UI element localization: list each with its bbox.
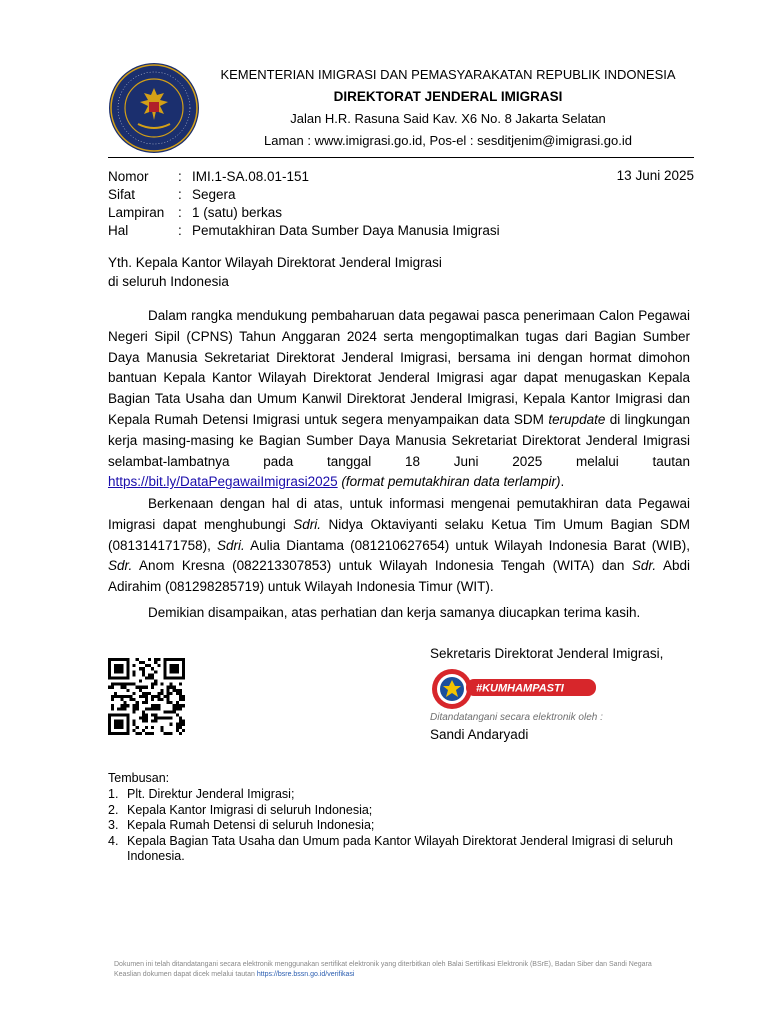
cc-list — [108, 787, 698, 865]
signed-electronically-note: Ditandatangani secara elektronik oleh : — [430, 712, 603, 723]
footer-line2 — [114, 970, 694, 980]
cc-number: 2. — [108, 802, 119, 817]
cc-number: 3. — [108, 818, 119, 832]
meta-label: Hal — [108, 223, 129, 238]
e-signature-badge — [430, 668, 600, 710]
cc-number: 4. — [108, 833, 119, 848]
p1-text: Dalam rangka mendukung pembaharuan data pegawai pasca penerimaan Calon Pegawai Negeri Sipil (CPNS) Tahun Anggaran 2024 serta mengoptimalkan tugas dari Bagian Sumber Daya Manusia Sekretariat Direktorat Jenderal Imigrasi, bersama ini dengan hormat dimohon bantuan Kepala Kantor Wilayah Direktorat Jenderal Imigrasi agar dapat menugaskan Kepala Bagian Tata Usaha dan Umum Kanwil Direktorat Jenderal Imigrasi, Kepala Kantor Imigrasi dan Kepala Rumah Detensi Imigrasi untuk segera menyampaikan data SDM — [108, 308, 690, 427]
meta-colon: : — [178, 205, 182, 220]
cc-text: Kepala Bagian Tata Usaha dan Umum pada Kantor Wilayah Direktorat Jenderal Imigrasi di seluruh Indonesia. — [127, 833, 673, 863]
p2-text: Berkenaan dengan hal di atas, untuk informasi mengenai pemutakhiran data Pegawai Imigrasi dapat menghubungi — [108, 496, 690, 532]
cc-text: Kepala Kantor Imigrasi di seluruh Indonesia; — [127, 802, 373, 817]
bsre-verification-link[interactable]: https://bsre.bssn.go.id/verifikasi — [256, 971, 355, 978]
p2-text-cont: Aulia Diantama (081210627654) untuk Wilayah Indonesia Barat (WIB), — [244, 537, 690, 553]
p2-honorific: Sdr. — [108, 558, 133, 574]
p1-text-cont: di lingkungan kerja masing-masing ke Bagian Sumber Daya Manusia Sekretariat Direktorat Jenderal Imigrasi selambat-lambatnya pada tanggal 18 Juni 2025 melalui tautan — [108, 411, 690, 469]
list-item — [108, 803, 698, 819]
p1-italic: terupdate — [548, 411, 606, 427]
list-item — [108, 818, 698, 834]
data-form-link[interactable]: https://bit.ly/DataPegawaiImigrasi2025 — [108, 474, 338, 490]
list-item — [108, 834, 698, 865]
footer-line1: Dokumen ini telah ditandatangani secara elektronik menggunakan sertifikat elektronik yang diterbitkan oleh Balai Sertifikasi Elektronik (BSrE), Badan Siber dan Sandi Negara — [114, 961, 652, 968]
bsre-footer-note — [114, 960, 694, 980]
ministry-seal-logo — [108, 62, 200, 154]
p2-honorific: Sdr. — [631, 558, 657, 574]
p2-text-cont: Nidya Oktaviyanti selaku Ketua Tim Umum Bagian SDM (081314171758), — [108, 516, 690, 553]
meta-value: 1 (satu) berkas — [192, 205, 283, 220]
recipient — [108, 253, 442, 291]
recipient-line2: di seluruh Indonesia — [108, 274, 229, 289]
cc-text: Plt. Direktur Jenderal Imigrasi; — [127, 787, 295, 801]
meta-value: IMI.1-SA.08.01-151 — [192, 169, 310, 184]
cc-number: 1. — [108, 787, 119, 801]
verification-qr-code[interactable] — [108, 658, 185, 735]
body-paragraph-1 — [108, 306, 690, 493]
p2-text-cont: Anom Kresna (082213307853) untuk Wilayah Indonesia Tengah (WITA) dan — [132, 558, 632, 574]
meta-label: Nomor — [108, 169, 149, 184]
body-paragraph-2 — [108, 494, 690, 598]
p2-text-cont: Abdi Adirahim (081298285719) untuk Wilayah Indonesia Timur (WIT). — [108, 558, 690, 595]
ministry-name: KEMENTERIAN IMIGRASI DAN PEMASYARAKATAN REPUBLIK INDONESIA — [220, 67, 676, 82]
body-paragraph-3: Demikian disampaikan, atas perhatian dan kerja samanya diucapkan terima kasih. — [148, 605, 641, 620]
signatory-name: Sandi Andaryadi — [430, 727, 529, 742]
meta-colon: : — [178, 169, 182, 184]
meta-value: Pemutakhiran Data Sumber Daya Manusia Imigrasi — [192, 223, 500, 238]
p2-honorific: Sdri. — [293, 516, 322, 532]
meta-label: Sifat — [108, 187, 136, 202]
office-contact: Laman : www.imigrasi.go.id, Pos-el : sesditjenim@imigrasi.go.id — [264, 133, 632, 148]
p1-end: . — [560, 474, 565, 490]
meta-label: Lampiran — [108, 205, 165, 220]
cc-heading: Tembusan: — [108, 771, 170, 785]
directorate-name: DIREKTORAT JENDERAL IMIGRASI — [333, 89, 563, 104]
meta-value: Segera — [192, 187, 236, 202]
recipient-line1: Yth. Kepala Kantor Wilayah Direktorat Jenderal Imigrasi — [108, 255, 442, 270]
badge-label: #KUMHAMPASTI — [476, 682, 564, 695]
meta-colon: : — [178, 223, 182, 238]
office-address: Jalan H.R. Rasuna Said Kav. X6 No. 8 Jakarta Selatan — [290, 111, 606, 126]
letterhead-divider — [108, 157, 694, 158]
letter-date: 13 Juni 2025 — [616, 168, 694, 183]
list-item — [108, 787, 698, 803]
signatory-title: Sekretaris Direktorat Jenderal Imigrasi, — [430, 646, 664, 661]
p1-note: (format pemutakhiran data terlampir) — [341, 474, 561, 490]
footer-line2-text: Keaslian dokumen dapat dicek melalui tautan — [114, 971, 257, 978]
cc-text: Kepala Rumah Detensi di seluruh Indonesia; — [127, 818, 375, 832]
p2-honorific: Sdri. — [216, 537, 245, 553]
meta-colon: : — [178, 187, 182, 202]
